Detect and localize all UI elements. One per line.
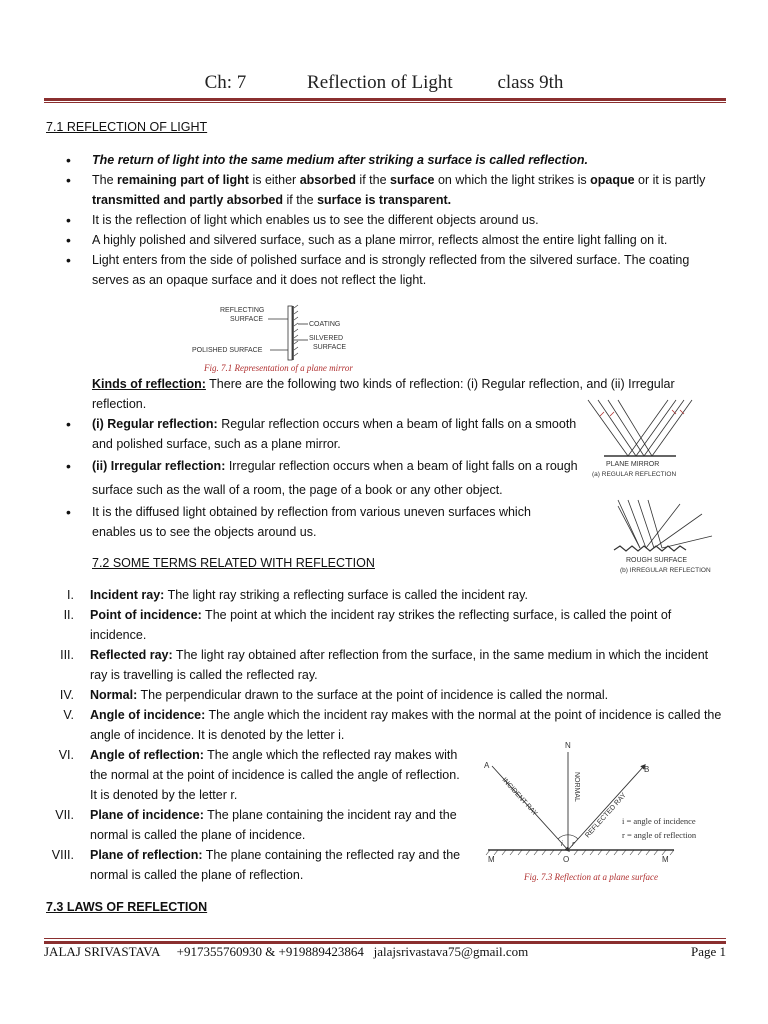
fig2-label-plane-mirror: PLANE MIRROR [606, 461, 660, 468]
chapter-title: Reflection of Light [307, 72, 453, 93]
bullet-list-reflection [66, 150, 726, 290]
label-o: O [563, 855, 570, 864]
fig2-caption-irregular: (b) IRREGULAR REFLECTION [620, 567, 711, 574]
header-rule [44, 98, 726, 101]
term-point-of-incidence: II. Point of incidence: The point at which the incident ray strikes the reflecting surface, is called the point of incidence. [63, 608, 672, 642]
bullet-diffused-light: • It is the diffused light obtained by reflection from various uneven surfaces which enables us to see the objects around us. [66, 502, 578, 542]
section-heading-7-1: 7.1 REFLECTION OF LIGHT [46, 120, 208, 134]
terms-list [44, 585, 726, 745]
label-i: i [561, 841, 563, 848]
bullet-remaining-light: • The remaining part of light is either absorbed if the surface on which the light strikes is opaque or it is partly transmitted and partly absorbed if the surface is transparent. [66, 170, 726, 210]
class-label: class 9th [497, 72, 564, 93]
term-plane-of-incidence: VII. Plane of incidence: The plane containing the incident ray and the normal is called the plane of incidence. [55, 808, 457, 842]
label-m: M [488, 855, 495, 864]
footer-contact [44, 944, 528, 960]
figure-reflection-plane-surface [478, 738, 738, 886]
kinds-of-reflection: Kinds of reflection: There are the following two kinds of reflection: (i) Regular reflection, and (ii) Irregular reflection. [92, 377, 675, 411]
bullet-light-enters: • Light enters from the side of polished surface and is strongly reflected from the silvered surface. The coating serves as an opaque surface and it does not reflect the light. [66, 250, 726, 290]
bullet-regular-reflection: • (i) Regular reflection: Regular reflection occurs when a beam of light falls on a smooth and polished surface, such as a plane mirror. [66, 414, 578, 454]
phone-numbers: +917355760930 & +919889423864 [176, 944, 364, 959]
rough-surface-line [614, 546, 686, 551]
label-n: N [565, 741, 571, 750]
bullet-irregular-reflection: • (ii) Irregular reflection: Irregular reflection occurs when a beam of light falls on a rough surface such as the wall of a room, the page of a book or any other object. [66, 454, 578, 502]
section-heading-7-2: 7.2 SOME TERMS RELATED WITH REFLECTION [92, 556, 375, 570]
term-angle-of-reflection: VI. Angle of reflection: The angle which the reflected ray makes with the normal at the point of incidence is called the angle of reflection. It is denoted by the letter r. [58, 748, 460, 802]
fig1-surface-label: SURFACE [230, 316, 264, 323]
legend-angle-reflection: r = angle of reflection [622, 830, 697, 840]
page-number: Page 1 [690, 944, 726, 959]
legend-angle-incidence: i = angle of incidence [622, 816, 696, 826]
fig3-caption: Fig. 7.3 Reflection at a plane surface [524, 872, 658, 882]
label-incident-ray: INCIDENT RAY [500, 776, 539, 818]
label-reflected-ray: REFLECTED RAY [584, 791, 628, 840]
author-name: JALAJ SRIVASTAVA [44, 944, 161, 959]
bullet-see-objects: • It is the reflection of light which enables us to see the different objects around us. [66, 210, 726, 230]
mirror-glass [288, 306, 292, 360]
fig2-label-rough-surface: ROUGH SURFACE [626, 557, 688, 564]
bullet-definition: • The return of light into the same medium after striking a surface is called reflection. [66, 150, 726, 170]
term-reflected-ray: III. Reflected ray: The light ray obtained after reflection from the surface, in the same medium in which the incident ray is travelling is called the reflected ray. [60, 648, 709, 682]
figure-plane-mirror [190, 300, 410, 376]
fig1-caption: Fig. 7.1 Representation of a plane mirror [204, 363, 353, 373]
fig2-caption-regular: (a) REGULAR REFLECTION [592, 471, 677, 478]
term-normal: IV. Normal: The perpendicular drawn to the surface at the point of incidence is called the normal. [59, 688, 609, 702]
fig1-coating-label: COATING [309, 321, 341, 328]
label-r: r [572, 841, 575, 848]
figure-regular-irregular [584, 396, 734, 580]
fig1-polished-label: POLISHED SURFACE [192, 347, 263, 354]
term-angle-of-incidence: V. Angle of incidence: The angle which the incident ray makes with the normal at the point of incidence is called the angle of incidence. It is denoted by the letter i. [63, 708, 722, 742]
section-heading-7-3: 7.3 LAWS OF REFLECTION [46, 900, 208, 914]
email-address: jalajsrivastava75@gmail.com [373, 944, 529, 959]
label-b: B [644, 765, 650, 774]
term-incident-ray: I. Incident ray: The light ray striking a reflecting surface is called the incident ray. [67, 588, 528, 602]
chapter-number: Ch: 7 [204, 72, 247, 93]
fig1-reflecting-label: REFLECTING [220, 307, 265, 314]
terms-list-continued [44, 745, 464, 885]
label-a: A [484, 761, 490, 770]
label-m1: M [662, 855, 669, 864]
bullet-polished-surface: • A highly polished and silvered surface, such as a plane mirror, reflects almost the entire light falling on it. [66, 230, 726, 250]
fig1-silvered-label: SILVERED [309, 335, 344, 342]
fig1-surface2-label: SURFACE [313, 344, 347, 351]
header-rule-thin [44, 102, 726, 103]
bullet-list-kinds [66, 414, 578, 542]
footer-rule-thin [44, 938, 726, 939]
term-plane-of-reflection: VIII. Plane of reflection: The plane containing the reflected ray and the normal is called the plane of reflection. [51, 848, 461, 882]
page-header [0, 72, 768, 94]
label-normal: NORMAL [573, 772, 580, 802]
